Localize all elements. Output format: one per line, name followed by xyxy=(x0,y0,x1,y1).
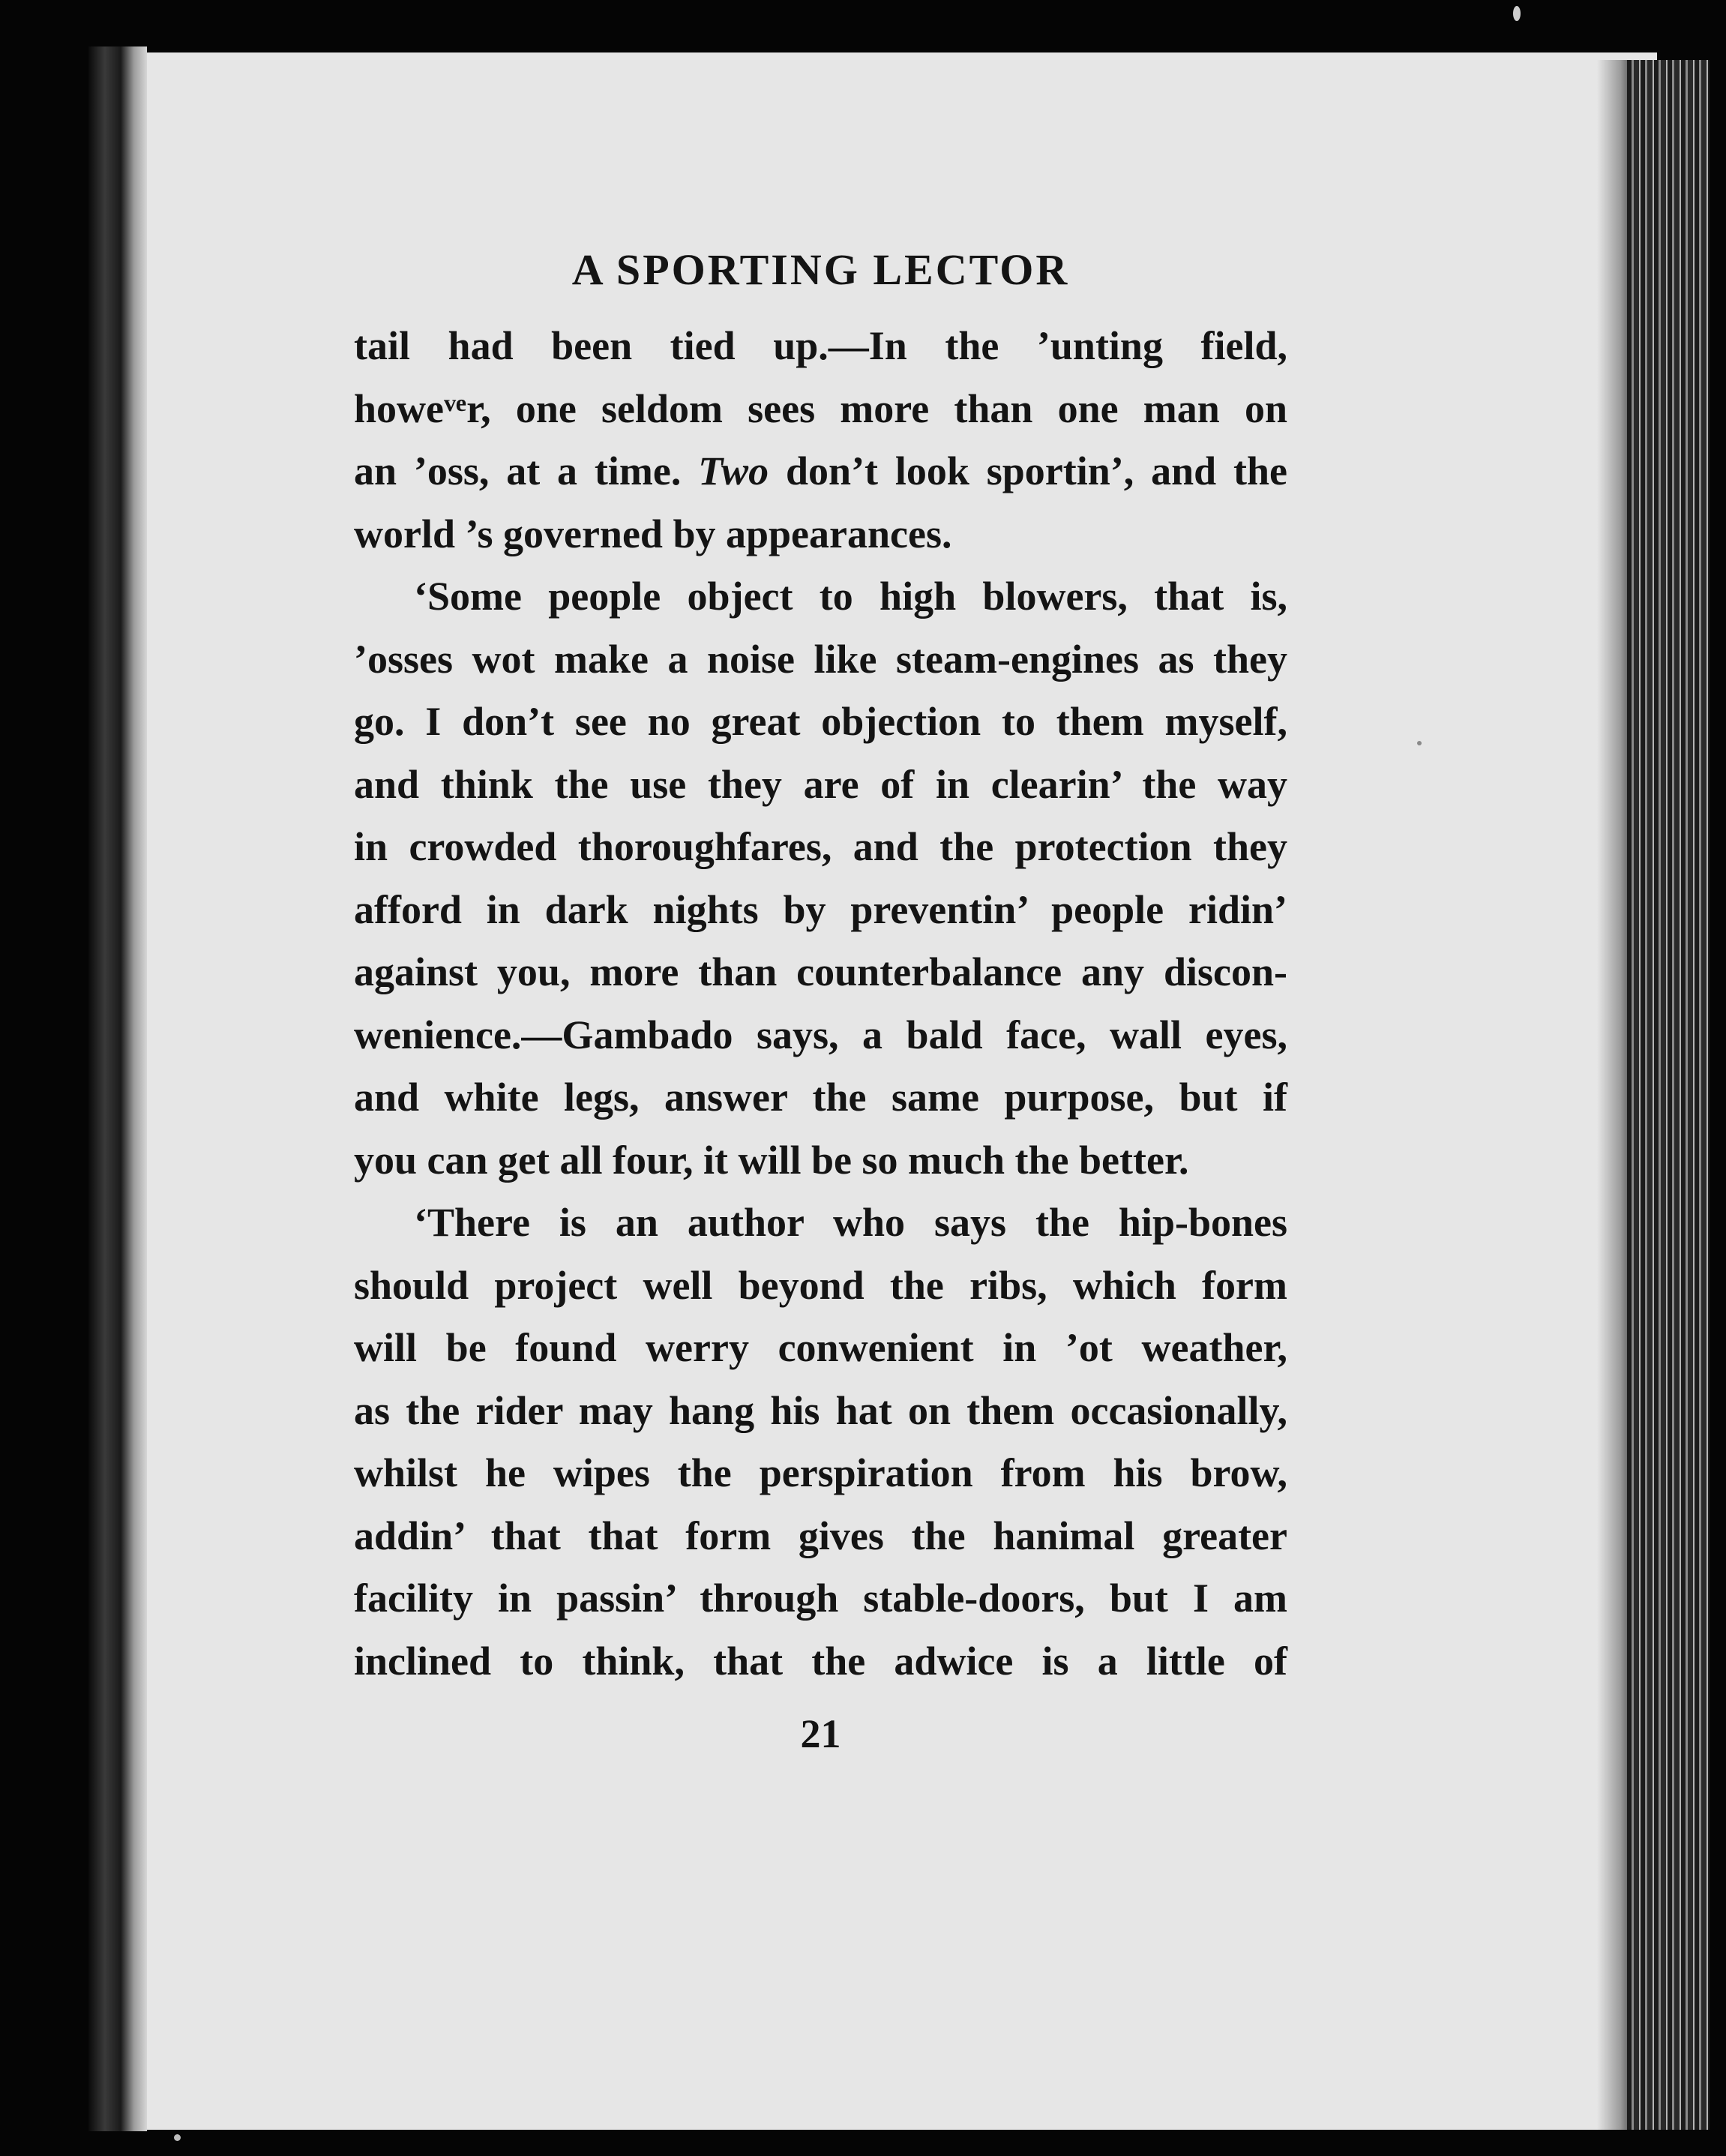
italic-emphasis: Two xyxy=(698,448,769,493)
text-line: ’osses wot make a noise like steam-engines as they xyxy=(354,636,1287,682)
text-line: against you, more than counterbalance any discon- xyxy=(354,949,1287,994)
dust-speck xyxy=(1417,741,1422,745)
body-text xyxy=(354,315,1287,1693)
text-line: afford in dark nights by preventin’ people ridin’ xyxy=(354,886,1287,932)
running-head: A SPORTING LECTOR xyxy=(571,245,1070,294)
text-line: addin’ that that form gives the hanimal greater xyxy=(354,1513,1287,1558)
text-line: in crowded thoroughfares, and the protection they xyxy=(354,824,1287,869)
text-line: ‘Some people object to high blowers, that is, xyxy=(414,574,1287,619)
dust-speck xyxy=(1513,6,1521,21)
book-gutter-left xyxy=(88,46,147,2131)
text-line: and white legs, answer the same purpose, but if xyxy=(354,1075,1287,1120)
text-line: whilst he wipes the perspiration from his brow, xyxy=(354,1450,1287,1495)
page-fore-edge-shadow xyxy=(1597,60,1631,2130)
text-line: world ’s governed by appearances. xyxy=(354,511,952,556)
page-number: 21 xyxy=(800,1711,841,1756)
text-line: howeᵛᵉr, one seldom sees more than one man on xyxy=(354,385,1287,431)
text-line: and think the use they are of in clearin’ the way xyxy=(354,761,1287,807)
text-line: facility in passin’ through stable-doors, but I am xyxy=(354,1576,1287,1621)
text-line: should project well beyond the ribs, which form xyxy=(354,1262,1287,1308)
text-line: as the rider may hang his hat on them occasionally, xyxy=(354,1387,1287,1433)
text-line: will be found werry conwenient in ’ot weather, xyxy=(354,1325,1287,1370)
text-line: ‘There is an author who says the hip-bones xyxy=(414,1200,1287,1245)
text-line: tail had been tied up.—In the ’unting field, xyxy=(354,323,1287,368)
text-line: inclined to think, that the adwice is a little of xyxy=(354,1638,1287,1684)
page-stack-edges xyxy=(1627,60,1710,2130)
text-line: wenience.—Gambado says, a bald face, wall eyes, xyxy=(354,1012,1287,1057)
dust-speck xyxy=(174,2134,181,2141)
text-line: go. I don’t see no great objection to them myself, xyxy=(354,699,1287,744)
text-line: you can get all four, it will be so much the better. xyxy=(354,1137,1189,1183)
text-line: an ’oss, at a time. Two don’t look sportin’, and the xyxy=(354,448,1287,493)
text-block xyxy=(354,225,1287,1775)
